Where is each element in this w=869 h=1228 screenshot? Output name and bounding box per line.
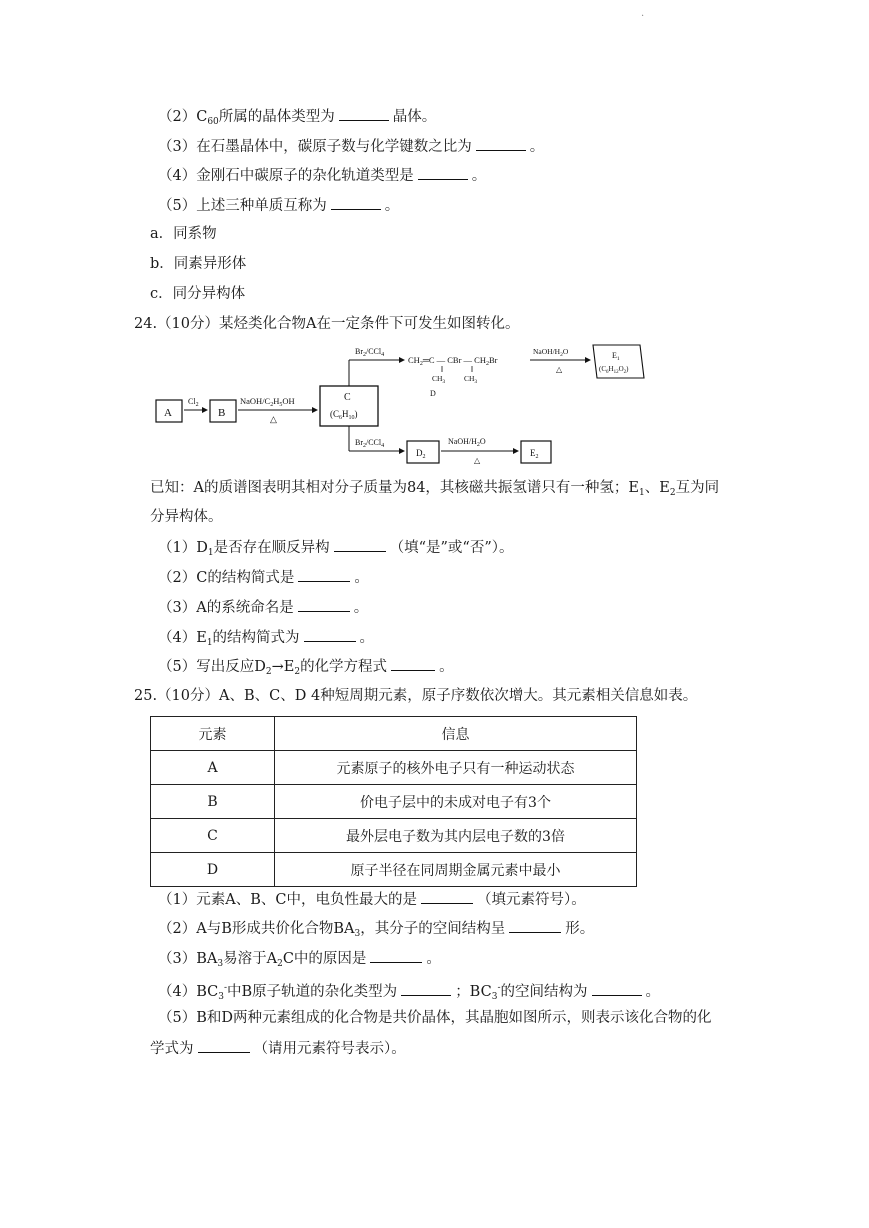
- table-header-cell: 元素: [151, 717, 275, 751]
- table-cell: 价电子层中的未成对电子有3个: [275, 785, 637, 819]
- svg-text:CH3: $CH_3$: [464, 374, 478, 385]
- label-A: A: [164, 407, 172, 419]
- table-cell: C: [151, 819, 275, 853]
- answer-blank[interactable]: [421, 889, 473, 904]
- q23-part5: （5）上述三种单质互称为 。: [158, 195, 399, 216]
- q24-stem: 24.（10分）某烃类化合物A在一定条件下可发生如图转化。: [134, 316, 520, 332]
- answer-blank[interactable]: [592, 981, 642, 996]
- svg-text:NaOH/H2O: NaOH/$H_2O$: [533, 347, 569, 358]
- q23-part3: （3）在石墨晶体中，碳原子数与化学键数之比为 。: [158, 136, 544, 157]
- answer-blank[interactable]: [476, 136, 526, 151]
- svg-text:(C6H10): $(C_6H_{10})$: [330, 409, 358, 421]
- table-cell: B: [151, 785, 275, 819]
- q23-option-b: b．同素异形体: [150, 256, 247, 272]
- q25-part3: $(3)BA_3$易溶于$A_2C$中的原因是 。: [158, 948, 441, 974]
- answer-blank[interactable]: [298, 597, 350, 612]
- answer-blank[interactable]: [370, 948, 422, 963]
- svg-text:(C6H12O2): $(C_6H_{12}O_2)$: [599, 365, 629, 375]
- answer-blank[interactable]: [331, 195, 381, 210]
- svg-text:Br2/CCl4: $Br_2/CCl_4$: [355, 438, 385, 449]
- table-cell: D: [151, 853, 275, 887]
- answer-blank[interactable]: [339, 106, 389, 121]
- table-cell: 原子半径在同周期金属元素中最小: [275, 853, 637, 887]
- table-header-row: [151, 717, 637, 751]
- answer-blank[interactable]: [509, 918, 561, 933]
- q24-part1: $(1)D_1$是否存在顺反异构 （填“是”或“否”）。: [158, 537, 514, 563]
- table-cell: 最外层电子数为其内层电子数的3倍: [275, 819, 637, 853]
- q24-part3: （3）A的系统命名是 。: [158, 597, 368, 618]
- table-row: [151, 785, 637, 819]
- svg-text:CH3: $CH_3$: [432, 374, 446, 385]
- svg-text:D2: $D_2$: [416, 448, 426, 460]
- reaction-scheme-diagram: [150, 340, 680, 470]
- q25-part5-line2: 学式为 （请用元素符号表示）。: [150, 1038, 406, 1059]
- q24-part5: （5）写出反应$D_2\to E_2$的化学方程式 。: [158, 656, 454, 682]
- answer-blank[interactable]: [298, 567, 350, 582]
- answer-blank[interactable]: [418, 165, 468, 180]
- svg-text:△: △: [270, 414, 277, 424]
- table-row: [151, 853, 637, 887]
- table-header-cell: 信息: [275, 717, 637, 751]
- answer-blank[interactable]: [334, 537, 386, 552]
- svg-text:Cl2: $Cl_2$: [188, 397, 199, 408]
- answer-blank[interactable]: [198, 1038, 250, 1053]
- q24-known-line2: 分异构体。: [150, 509, 223, 525]
- header-mark: .: [641, 8, 645, 19]
- q23-part2: $(2)C_{60}$所属的晶体类型为 晶体。: [158, 106, 436, 132]
- q24-known-line1: 已知：A的质谱图表明其相对分子质量为84，其核磁共振氢谱只有一种氢；$E_1$、$E_2$互为同: [150, 480, 720, 498]
- svg-text:NaOH/H2O: NaOH/$H_2O$: [448, 437, 486, 448]
- q25-stem: 25.（10分）A、B、C、D 4种短周期元素，原子序数依次增大。其元素相关信息如表。: [134, 688, 698, 704]
- q25-part2: （2）A与B形成共价化合物$BA_3$，其分子的空间结构呈 形。: [158, 918, 594, 944]
- q24-part4: $(4)E_1$的结构简式为 。: [158, 627, 374, 653]
- svg-text:D: D: [430, 389, 436, 398]
- structure-D1: $CH_2═C$ — CBr — $CH_2Br$: [408, 355, 498, 367]
- q23-part4: （4）金刚石中碳原子的杂化轨道类型是 。: [158, 165, 486, 186]
- svg-text:E1: $E_1$: [612, 351, 620, 362]
- svg-text:△: △: [474, 456, 481, 465]
- q23-option-c: c．同分异构体: [150, 286, 246, 302]
- svg-text:NaOH/C2H5OH: NaOH/$C_2H_5OH$: [240, 396, 295, 408]
- q25-part4: $(4)BC_3^-$中B原子轨道的杂化类型为 ；$BC_3^-$的空间结构为 。: [158, 983, 660, 1002]
- q25-part5-line1: （5）B和D两种元素组成的化合物是共价晶体，其晶胞如图所示，则表示该化合物的化: [158, 1010, 712, 1026]
- answer-blank[interactable]: [401, 981, 451, 996]
- q24-part2: （2）C的结构简式是 。: [158, 567, 369, 588]
- label-C: C: [344, 392, 351, 403]
- svg-text:△: △: [556, 365, 563, 374]
- q25-part1: （1）元素A、B、C中，电负性最大的是 （填元素符号）。: [158, 889, 586, 910]
- label-B: B: [218, 407, 226, 419]
- element-info-table: [150, 716, 637, 887]
- svg-text:E2: $E_2$: [530, 448, 539, 460]
- svg-text:Br2/CCl4: $Br_2/CCl_4$: [355, 347, 385, 358]
- table-row: [151, 819, 637, 853]
- q23-option-a: a．同系物: [150, 226, 217, 242]
- table-row: [151, 751, 637, 785]
- table-cell: 元素原子的核外电子只有一种运动状态: [275, 751, 637, 785]
- answer-blank[interactable]: [304, 627, 356, 642]
- table-cell: A: [151, 751, 275, 785]
- answer-blank[interactable]: [391, 656, 435, 671]
